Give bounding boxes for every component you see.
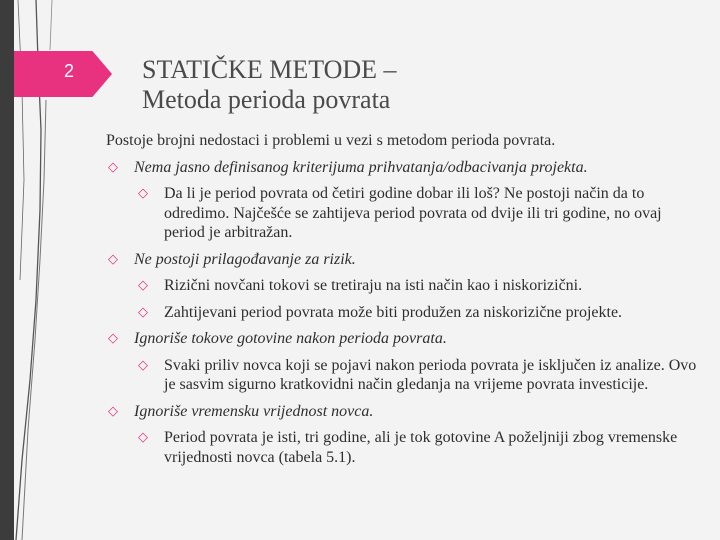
bullet-item [106,158,706,178]
bullet-text: Nema jasno definisanog kriterijuma prihvatanja/odbacivanja projekta. [134,158,588,176]
diamond-bullet-icon: ◇ [138,304,148,320]
sub-bullet-item [106,428,706,467]
diamond-bullet-icon: ◇ [138,430,148,445]
diamond-bullet-icon: ◇ [108,159,118,175]
bullet-text: Ignoriše tokove gotovine nakon perioda povrata. [134,330,447,347]
bullet-text: Ignoriše vremensku vrijednost novca. [134,402,374,420]
slide-title-line-2: Metoda perioda povrata [142,85,391,114]
bullet-item [106,329,706,349]
bullet-item [106,250,706,270]
sub-bullet-text: Rizični novčani tokovi se tretiraju na isti način kao i niskorizični. [164,277,583,294]
slide-title-line-1: STATIČKE METODE – [142,55,397,84]
diamond-bullet-icon: ◇ [108,403,118,419]
sub-bullet-item [106,276,706,296]
diamond-bullet-icon: ◇ [108,331,118,346]
sub-bullet-item [106,184,706,243]
sub-bullet-text: Zahtijevani period povrata može biti produžen za niskorizične projekte. [164,303,623,321]
sub-bullet-text: Period povrata je isti, tri godine, ali je tok gotovine A poželjniji zbog vremenske vrijednosti novca (tabela 5.1). [164,429,678,466]
bullet-text: Ne postoji prilagođavanje za rizik. [134,250,356,268]
diamond-bullet-icon: ◇ [108,251,118,267]
sub-bullet-text: Svaki priliv novca koji se pojavi nakon perioda povrata je isključen iz analize. Ovo je sasvim sigurno kratkovidni način gledanja na vrijeme povrata investicije. [164,356,697,393]
diamond-bullet-icon: ◇ [138,186,148,201]
sub-bullet-text: Da li je period povrata od četiri godine dobar ili loš? Ne postoji način da to odredimo. Najčešće se zahtijeva period povrata od dvije ili tri godine, no ovaj period je arbitražan. [164,185,662,241]
slide-number-tab [14,51,112,97]
slide-title [142,55,682,115]
diamond-bullet-icon: ◇ [138,357,148,373]
bullet-item [106,402,706,422]
diamond-bullet-icon: ◇ [138,278,148,293]
slide-number: 2 [64,61,75,81]
sub-bullet-item [106,356,706,395]
lead-text: Postoje brojni nedostaci i problemi u vezi s metodom perioda povrata. [106,132,556,149]
sub-bullet-item [106,303,706,323]
slide-content [106,131,706,474]
